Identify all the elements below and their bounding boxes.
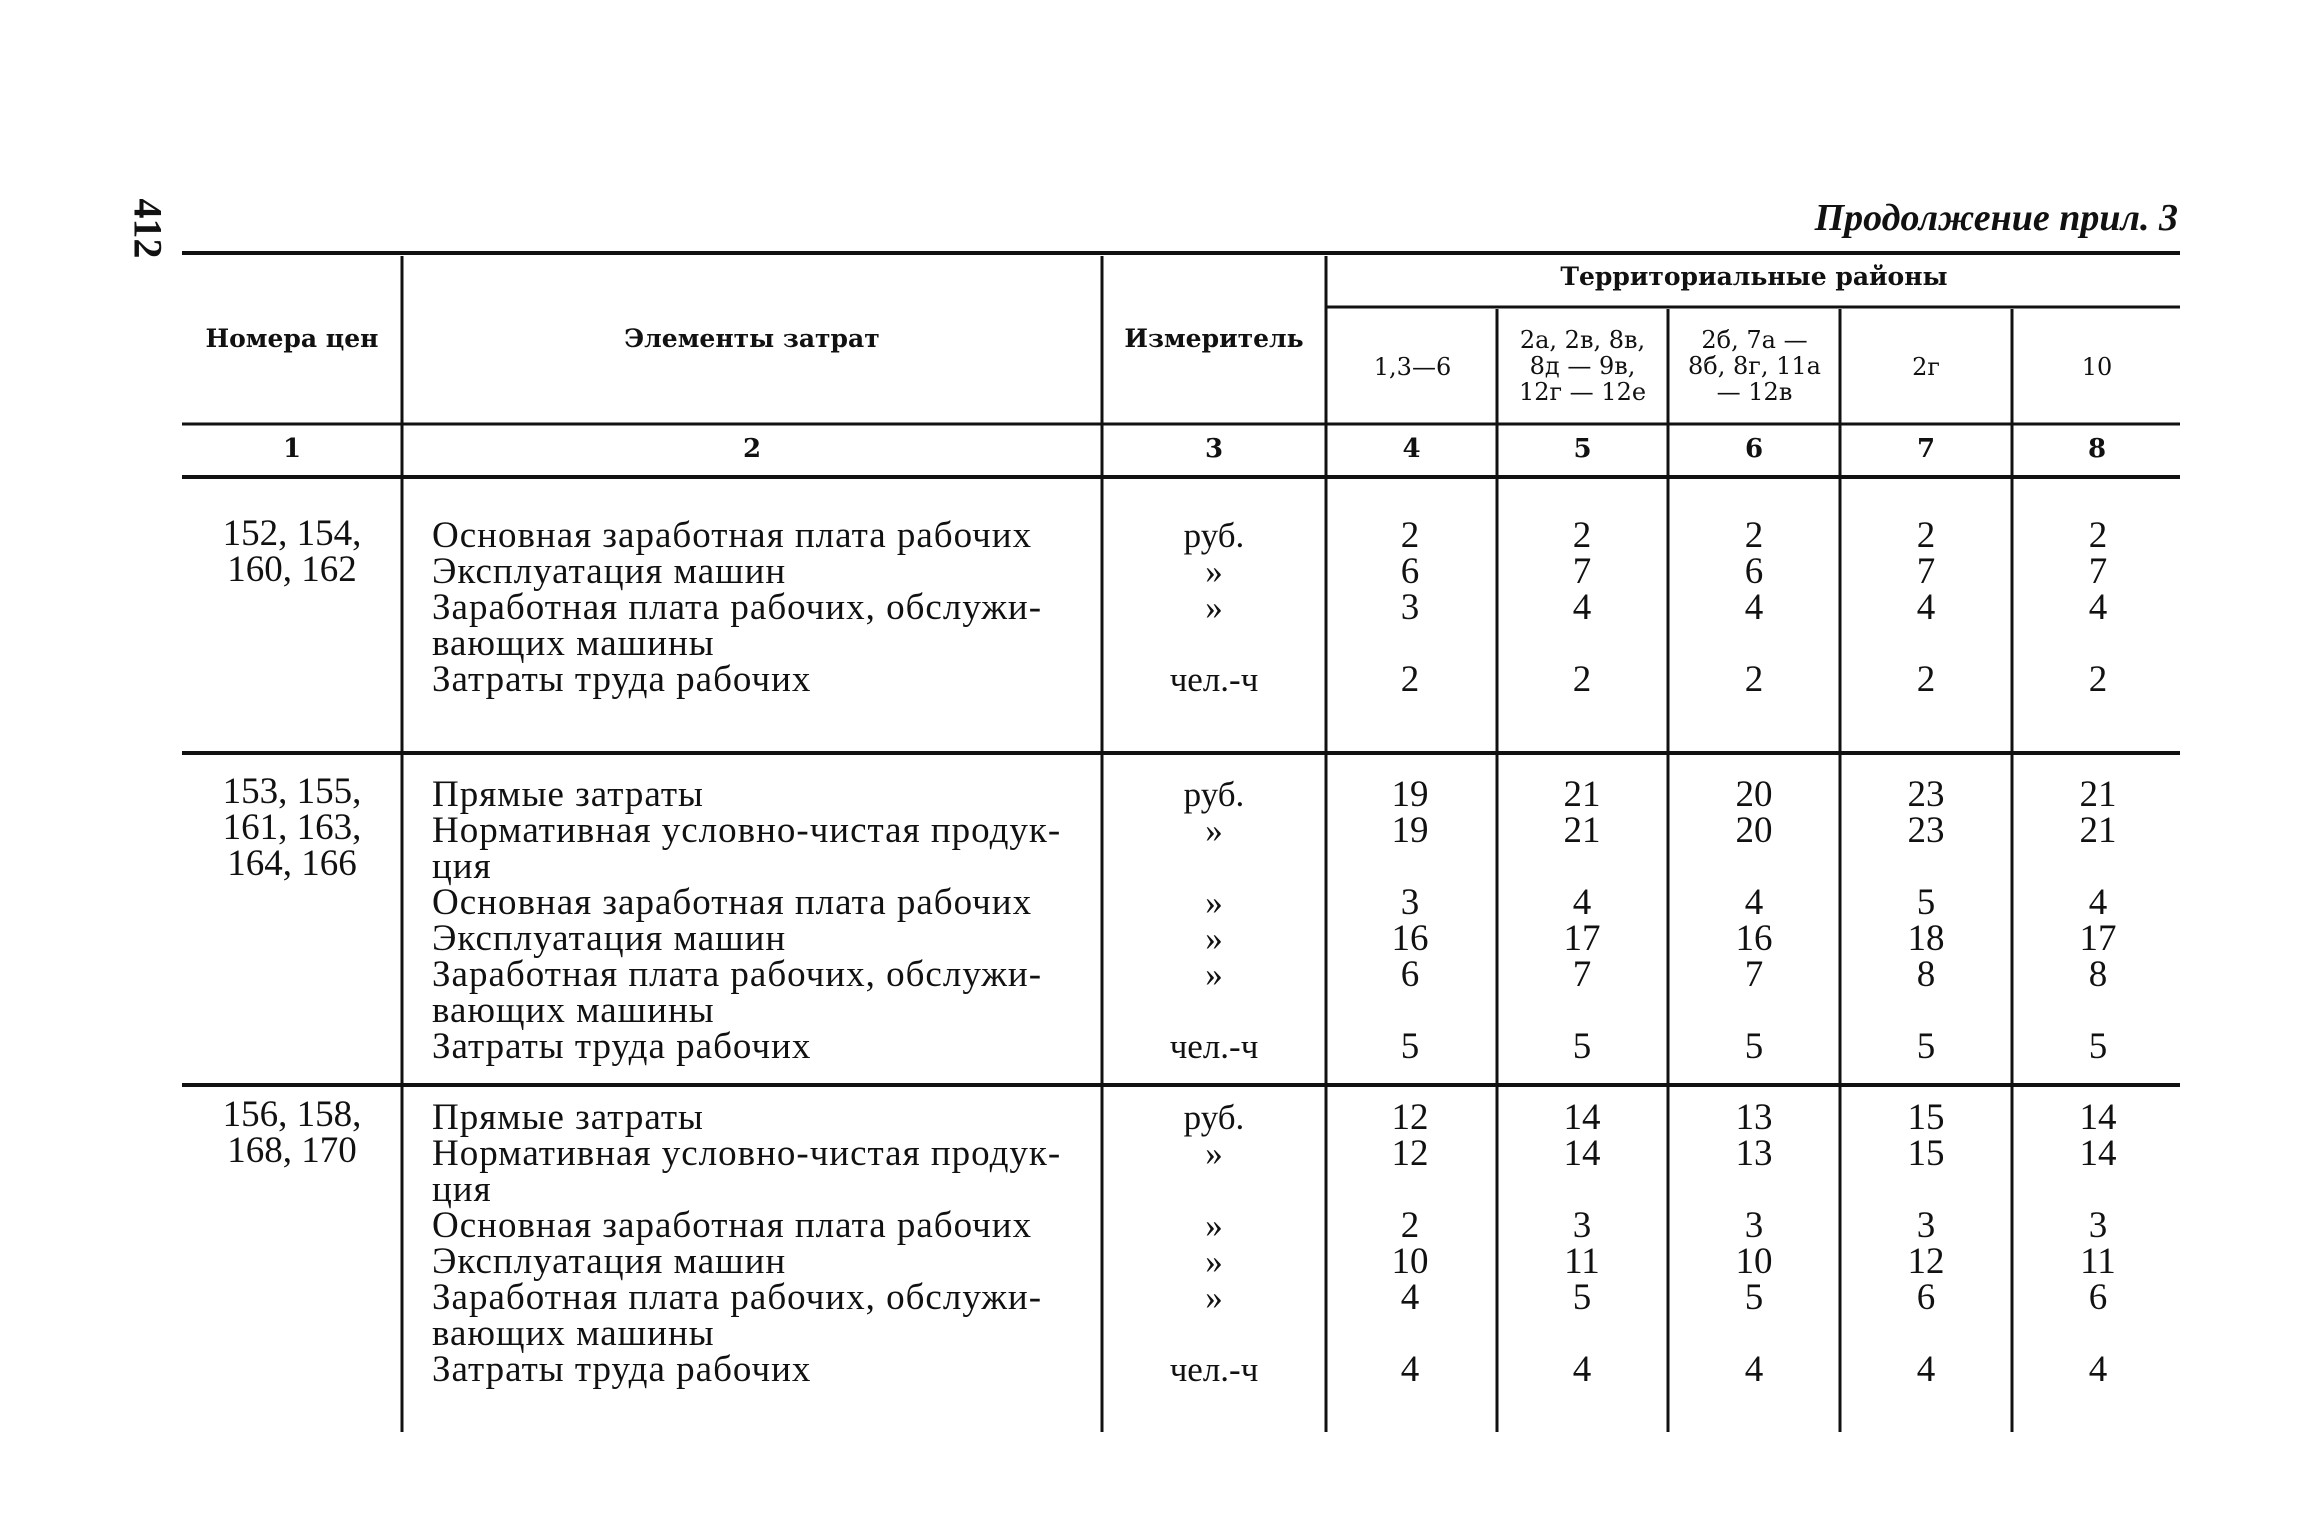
price-numbers-line: 164, 166 xyxy=(227,843,357,884)
price-numbers-group-1 xyxy=(184,513,400,590)
cost-element-continuation: ция xyxy=(432,1169,492,1210)
value-cell: 2 xyxy=(1744,659,1764,700)
column-number-3: 3 xyxy=(1204,434,1224,464)
header-region-5: 10 xyxy=(2081,353,2113,381)
value-cell: 2 xyxy=(1744,515,1764,556)
value-cell: 6 xyxy=(1400,551,1420,592)
value-cell: 19 xyxy=(1391,810,1429,851)
unit-cell: » xyxy=(1205,811,1223,850)
column-number-7: 7 xyxy=(1916,434,1936,464)
unit-cell: » xyxy=(1205,1134,1223,1173)
value-cell: 4 xyxy=(1744,587,1764,628)
value-cell: 21 xyxy=(1563,774,1601,815)
value-cell: 23 xyxy=(1907,810,1945,851)
cost-element: Заработная плата рабочих, обслужи- xyxy=(432,587,1043,628)
value-cell: 8 xyxy=(2088,954,2108,995)
cost-element: Прямые затраты xyxy=(432,1097,704,1138)
unit-cell: » xyxy=(1205,1242,1223,1281)
value-cell: 7 xyxy=(1572,954,1592,995)
value-cell: 14 xyxy=(1563,1133,1601,1174)
unit-cell: » xyxy=(1205,883,1223,922)
value-cell: 7 xyxy=(1572,551,1592,592)
value-cell: 2 xyxy=(1572,659,1592,700)
value-cell: 16 xyxy=(1391,918,1429,959)
cost-element: Затраты труда рабочих xyxy=(432,659,812,700)
value-cell: 3 xyxy=(2088,1205,2108,1246)
unit-cell: руб. xyxy=(1183,775,1245,814)
unit-cell: » xyxy=(1205,1278,1223,1317)
value-cell: 7 xyxy=(2088,551,2108,592)
value-cell: 4 xyxy=(1744,882,1764,923)
value-cell: 4 xyxy=(1572,1349,1592,1390)
unit-cell: чел.-ч xyxy=(1169,660,1259,699)
value-cell: 4 xyxy=(1400,1277,1420,1318)
value-cell: 5 xyxy=(2088,1026,2108,1067)
column-number-5: 5 xyxy=(1573,434,1592,464)
header-unit: Измеритель xyxy=(1124,324,1304,353)
value-cell: 17 xyxy=(1563,918,1601,959)
value-cell: 2 xyxy=(1572,515,1592,556)
value-cell: 2 xyxy=(2088,515,2108,556)
value-cell: 15 xyxy=(1907,1133,1945,1174)
value-cell: 5 xyxy=(1916,1026,1936,1067)
price-numbers-line: 160, 162 xyxy=(227,549,357,590)
price-numbers-line: 168, 170 xyxy=(227,1130,357,1171)
unit-cell: » xyxy=(1205,1206,1223,1245)
value-cell: 7 xyxy=(1744,954,1764,995)
unit-cell: руб. xyxy=(1183,516,1245,555)
cost-element: Эксплуатация машин xyxy=(432,918,787,959)
value-cell: 16 xyxy=(1735,918,1773,959)
value-cell: 13 xyxy=(1735,1097,1773,1138)
value-cell: 2 xyxy=(1400,659,1420,700)
price-numbers-group-2 xyxy=(184,771,400,884)
column-number-2: 2 xyxy=(742,434,762,464)
value-cell: 4 xyxy=(2088,1349,2108,1390)
cost-element-continuation: вающих машины xyxy=(432,1313,715,1354)
value-cell: 20 xyxy=(1735,774,1773,815)
value-cell: 15 xyxy=(1907,1097,1945,1138)
cost-element: Затраты труда рабочих xyxy=(432,1349,812,1390)
header-cost-elements: Элементы затрат xyxy=(624,324,880,353)
cost-element-continuation: вающих машины xyxy=(432,990,715,1031)
value-cell: 4 xyxy=(2088,882,2108,923)
value-cell: 3 xyxy=(1400,587,1420,628)
value-cell: 5 xyxy=(1744,1277,1764,1318)
value-cell: 4 xyxy=(1572,882,1592,923)
value-cell: 8 xyxy=(1916,954,1936,995)
price-numbers-line: 161, 163, xyxy=(222,807,362,848)
value-cell: 11 xyxy=(1564,1241,1600,1282)
price-numbers-group-3 xyxy=(184,1094,400,1171)
cost-element: Основная заработная плата рабочих xyxy=(432,1205,1033,1246)
unit-cell: чел.-ч xyxy=(1169,1350,1259,1389)
value-cell: 19 xyxy=(1391,774,1429,815)
value-cell: 12 xyxy=(1391,1133,1429,1174)
header-territorial: Территориальные районы xyxy=(1560,262,1948,291)
value-cell: 10 xyxy=(1391,1241,1429,1282)
header-region-1: 1,3—6 xyxy=(1373,353,1452,381)
cost-element: Затраты труда рабочих xyxy=(432,1026,812,1067)
value-cell: 6 xyxy=(1400,954,1420,995)
column-number-6: 6 xyxy=(1744,434,1764,464)
header-region-2: 2а, 2в, 8в, 8д — 9в, 12г — 12е xyxy=(1518,326,1647,406)
value-cell: 21 xyxy=(2079,774,2117,815)
value-cell: 5 xyxy=(1572,1026,1592,1067)
price-numbers-line: 156, 158, xyxy=(222,1094,362,1135)
continuation-label: Продолжение прил. 3 xyxy=(1814,197,2178,239)
value-cell: 5 xyxy=(1400,1026,1420,1067)
value-cell: 3 xyxy=(1400,882,1420,923)
value-cell: 2 xyxy=(1916,659,1936,700)
value-cell: 23 xyxy=(1907,774,1945,815)
value-cell: 14 xyxy=(1563,1097,1601,1138)
value-cell: 2 xyxy=(1400,1205,1420,1246)
cost-element: Эксплуатация машин xyxy=(432,551,787,592)
value-cell: 3 xyxy=(1572,1205,1592,1246)
value-cell: 3 xyxy=(1744,1205,1764,1246)
header-region-4: 2г xyxy=(1912,353,1940,381)
cost-element: Основная заработная плата рабочих xyxy=(432,882,1033,923)
value-cell: 4 xyxy=(1400,1349,1420,1390)
value-cell: 6 xyxy=(2088,1277,2108,1318)
value-cell: 21 xyxy=(2079,810,2117,851)
cost-element: Эксплуатация машин xyxy=(432,1241,787,1282)
cost-element: Нормативная условно-чистая продук- xyxy=(432,810,1062,851)
cost-element: Заработная плата рабочих, обслужи- xyxy=(432,954,1043,995)
cost-element: Основная заработная плата рабочих xyxy=(432,515,1033,556)
value-cell: 11 xyxy=(2080,1241,2116,1282)
value-cell: 3 xyxy=(1916,1205,1936,1246)
value-cell: 7 xyxy=(1916,551,1936,592)
value-cell: 12 xyxy=(1391,1097,1429,1138)
value-cell: 6 xyxy=(1744,551,1764,592)
column-number-8: 8 xyxy=(2087,434,2107,464)
column-number-4: 4 xyxy=(1402,434,1421,464)
page-number: 412 xyxy=(125,198,171,259)
value-cell: 4 xyxy=(1744,1349,1764,1390)
value-cell: 12 xyxy=(1907,1241,1945,1282)
unit-cell: руб. xyxy=(1183,1098,1245,1137)
value-cell: 20 xyxy=(1735,810,1773,851)
unit-cell: » xyxy=(1205,552,1223,591)
value-cell: 6 xyxy=(1916,1277,1936,1318)
value-cell: 21 xyxy=(1563,810,1601,851)
value-cell: 14 xyxy=(2079,1097,2117,1138)
value-cell: 2 xyxy=(1916,515,1936,556)
price-numbers-line: 153, 155, xyxy=(222,771,362,812)
cost-element-continuation: ция xyxy=(432,846,492,887)
value-cell: 14 xyxy=(2079,1133,2117,1174)
unit-cell: » xyxy=(1205,588,1223,627)
cost-element-continuation: вающих машины xyxy=(432,623,715,664)
value-cell: 4 xyxy=(2088,587,2108,628)
cost-element: Заработная плата рабочих, обслужи- xyxy=(432,1277,1043,1318)
header-region-3: 2б, 7а — 8б, 8г, 11а — 12в xyxy=(1688,326,1821,406)
value-cell: 17 xyxy=(2079,918,2117,959)
value-cell: 13 xyxy=(1735,1133,1773,1174)
value-cell: 5 xyxy=(1744,1026,1764,1067)
value-cell: 2 xyxy=(2088,659,2108,700)
price-numbers-line: 152, 154, xyxy=(222,513,362,554)
header-price-numbers: Номера цен xyxy=(205,324,379,353)
value-cell: 4 xyxy=(1916,587,1936,628)
unit-cell: » xyxy=(1205,919,1223,958)
unit-cell: чел.-ч xyxy=(1169,1027,1259,1066)
unit-cell: » xyxy=(1205,955,1223,994)
cost-element: Нормативная условно-чистая продук- xyxy=(432,1133,1062,1174)
value-cell: 5 xyxy=(1916,882,1936,923)
value-cell: 10 xyxy=(1735,1241,1773,1282)
value-cell: 4 xyxy=(1916,1349,1936,1390)
value-cell: 2 xyxy=(1400,515,1420,556)
cost-element: Прямые затраты xyxy=(432,774,704,815)
value-cell: 5 xyxy=(1572,1277,1592,1318)
value-cell: 18 xyxy=(1907,918,1945,959)
column-number-1: 1 xyxy=(282,434,302,464)
value-cell: 4 xyxy=(1572,587,1592,628)
